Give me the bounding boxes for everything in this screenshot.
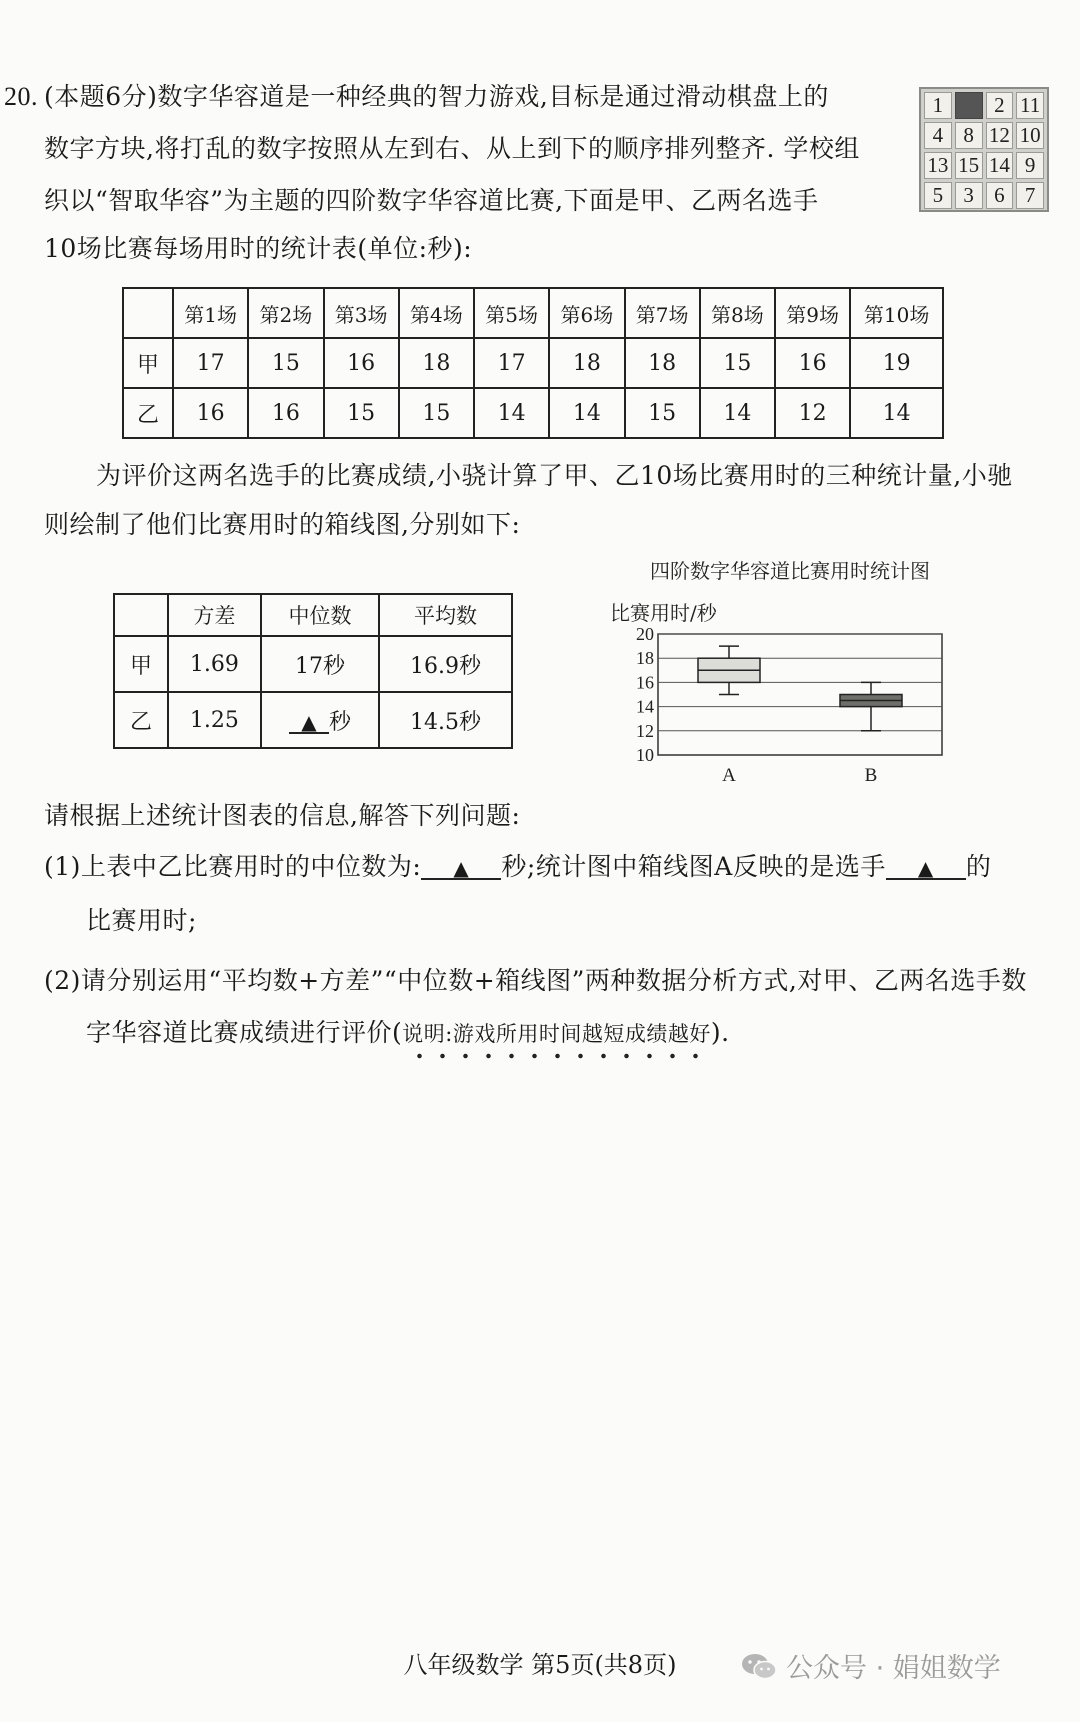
- answer-blank-2[interactable]: ▲: [886, 858, 966, 880]
- y-axis-label: 比赛用时/秒: [610, 601, 717, 625]
- header-cell: 方差: [168, 594, 261, 636]
- header-cell: [123, 288, 173, 338]
- header-cell: [114, 594, 168, 636]
- table-cell: 17: [474, 338, 549, 388]
- header-cell: 平均数: [379, 594, 512, 636]
- table-cell: 14: [700, 388, 775, 438]
- question-line-2: 数字方块,将打乱的数字按照从左到右、从上到下的顺序排列整齐. 学校组: [44, 134, 860, 163]
- puzzle-tile: 4: [924, 122, 952, 149]
- table-row: [114, 636, 512, 692]
- header-cell: 第7场: [625, 288, 700, 338]
- puzzle-tile: 5: [924, 182, 952, 209]
- watermark-text: 公众号 · 娟姐数学: [786, 1653, 1001, 1684]
- stats-table: [113, 593, 513, 749]
- question-number: 20.: [4, 82, 38, 111]
- x-category-label: B: [864, 765, 878, 786]
- y-tick-label: 18: [636, 648, 654, 669]
- part1-text-b: 秒;统计图中箱线图A反映的是选手: [501, 852, 886, 881]
- puzzle-board: [919, 87, 1049, 212]
- header-cell: 第9场: [775, 288, 850, 338]
- header-cell: 第2场: [248, 288, 323, 338]
- puzzle-tile: 6: [986, 182, 1014, 209]
- header-cell: 第3场: [324, 288, 399, 338]
- y-tick-label: 16: [636, 672, 654, 693]
- variance-cell: 1.69: [168, 636, 261, 692]
- part2-line-1: (2)请分别运用“平均数+方差”“中位数+箱线图”两种数据分析方式,对甲、乙两名选手数: [44, 966, 1027, 995]
- table-cell: 14: [474, 388, 549, 438]
- row-label: 乙: [123, 388, 173, 438]
- puzzle-empty-slot: [955, 92, 983, 119]
- table-cell: 12: [775, 388, 850, 438]
- question-line-1: (本题6分)数字华容道是一种经典的智力游戏,目标是通过滑动棋盘上的: [44, 82, 829, 111]
- header-cell: 第1场: [173, 288, 248, 338]
- y-tick-label: 20: [636, 624, 654, 644]
- header-cell: 第8场: [700, 288, 775, 338]
- puzzle-tile: 3: [955, 182, 983, 209]
- table-cell: 16: [173, 388, 248, 438]
- part2-text-a: 字华容道比赛成绩进行评价(: [86, 1018, 403, 1047]
- table-row: [123, 388, 943, 438]
- table-cell: 15: [700, 338, 775, 388]
- table-cell: 15: [324, 388, 399, 438]
- part1-line-1: [44, 854, 991, 880]
- header-cell: 第6场: [549, 288, 624, 338]
- box-series: [698, 646, 902, 731]
- watermark: [740, 1646, 1001, 1685]
- puzzle-tile: 10: [1016, 122, 1044, 149]
- table-cell: 18: [549, 338, 624, 388]
- puzzle-tile: 7: [1016, 182, 1044, 209]
- part2-text-b: ).: [710, 1018, 730, 1047]
- puzzle-tile: 12: [986, 122, 1014, 149]
- table-cell: 16: [775, 338, 850, 388]
- puzzle-tile: 11: [1016, 92, 1044, 119]
- part1-text-a: (1)上表中乙比赛用时的中位数为:: [44, 852, 422, 881]
- y-tick-label: 12: [636, 720, 654, 741]
- table-row: [123, 338, 943, 388]
- answer-blank[interactable]: ▲: [289, 712, 329, 734]
- puzzle-tile: 9: [1016, 152, 1044, 179]
- part1-text-c: 的: [965, 852, 992, 881]
- table-cell: 14: [549, 388, 624, 438]
- box-plot-chart: [605, 558, 965, 786]
- row-label: 甲: [114, 636, 168, 692]
- mean-cell: 16.9秒: [379, 636, 512, 692]
- paragraph-line-2: 则绘制了他们比赛用时的箱线图,分别如下:: [44, 510, 521, 539]
- table-cell: 16: [248, 388, 323, 438]
- table-cell: 18: [399, 338, 474, 388]
- emphasis-note: 说明:游戏所用时间越短成绩越好: [402, 1022, 711, 1060]
- puzzle-tile: 15: [955, 152, 983, 179]
- stats-table-header-row: [114, 594, 512, 636]
- puzzle-tile: 1: [924, 92, 952, 119]
- median-cell: [261, 692, 379, 748]
- times-table: [122, 287, 944, 439]
- answer-blank-1[interactable]: ▲: [421, 858, 501, 880]
- question-line-3: 织以“智取华容”为主题的四阶数字华容道比赛,下面是甲、乙两名选手: [44, 186, 819, 215]
- times-table-header-row: [123, 288, 943, 338]
- puzzle-tile: 14: [986, 152, 1014, 179]
- prompt-text: 请根据上述统计图表的信息,解答下列问题:: [44, 801, 521, 830]
- median-cell: 17秒: [261, 636, 379, 692]
- x-category-label: A: [722, 765, 736, 786]
- table-cell: 18: [625, 338, 700, 388]
- table-cell: 17: [173, 338, 248, 388]
- y-tick-label: 10: [636, 745, 654, 765]
- wechat-icon: [740, 1651, 778, 1681]
- x-category-labels: [722, 765, 877, 786]
- paragraph-line-1: 为评价这两名选手的比赛成绩,小骁计算了甲、乙10场比赛用时的三种统计量,小驰: [96, 461, 1013, 490]
- puzzle-tile: 8: [955, 122, 983, 149]
- table-cell: 15: [248, 338, 323, 388]
- header-cell: 第10场: [850, 288, 943, 338]
- page-footer: 八年级数学 第5页(共8页): [403, 1651, 677, 1679]
- table-cell: 15: [399, 388, 474, 438]
- mean-cell: 14.5秒: [379, 692, 512, 748]
- table-row: [114, 692, 512, 748]
- row-label: 乙: [114, 692, 168, 748]
- puzzle-tile: 2: [986, 92, 1014, 119]
- part2-line-2: [86, 1020, 730, 1045]
- table-cell: 19: [850, 338, 943, 388]
- chart-title: 四阶数字华容道比赛用时统计图: [650, 559, 930, 583]
- y-tick-labels: [636, 624, 654, 765]
- header-cell: 第4场: [399, 288, 474, 338]
- table-cell: 16: [324, 338, 399, 388]
- unit-label: 秒: [328, 709, 351, 735]
- part1-line-2: 比赛用时;: [86, 906, 197, 935]
- table-cell: 15: [625, 388, 700, 438]
- puzzle-tile: 13: [924, 152, 952, 179]
- table-cell: 14: [850, 388, 943, 438]
- header-cell: 第5场: [474, 288, 549, 338]
- question-line-4: 10场比赛每场用时的统计表(单位:秒):: [44, 234, 473, 263]
- y-tick-label: 14: [636, 696, 654, 717]
- row-label: 甲: [123, 338, 173, 388]
- variance-cell: 1.25: [168, 692, 261, 748]
- header-cell: 中位数: [261, 594, 379, 636]
